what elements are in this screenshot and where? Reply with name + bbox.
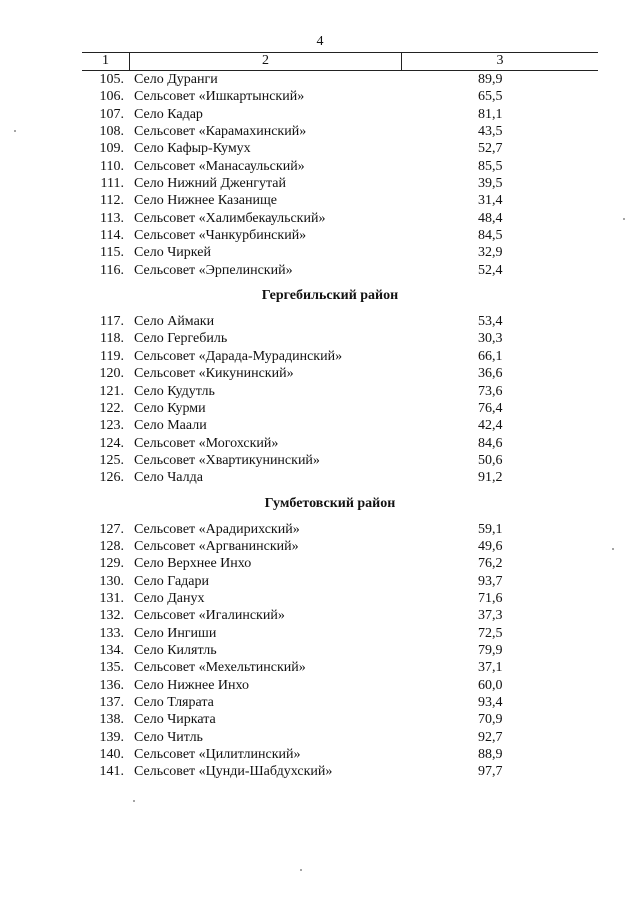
row-value: 49,6 bbox=[478, 538, 503, 554]
table-row bbox=[82, 573, 598, 590]
row-value: 48,4 bbox=[478, 210, 503, 226]
row-value: 50,6 bbox=[478, 452, 503, 468]
settlement-name: Сельсовет «Цунди-Шабдухский» bbox=[134, 764, 333, 780]
table-row bbox=[82, 123, 598, 140]
row-value: 72,5 bbox=[478, 625, 503, 641]
header-col-3: 3 bbox=[496, 53, 504, 68]
table-row bbox=[82, 383, 598, 400]
row-value: 92,7 bbox=[478, 729, 503, 745]
settlement-name: Село Кудутль bbox=[134, 383, 215, 399]
table-row bbox=[82, 210, 598, 227]
table-row bbox=[82, 435, 598, 452]
row-value: 31,4 bbox=[478, 193, 503, 209]
row-value: 52,4 bbox=[478, 262, 503, 278]
table-row bbox=[82, 417, 598, 434]
header-col-2: 2 bbox=[130, 53, 402, 70]
table-row bbox=[82, 677, 598, 694]
settlement-name: Село Гадари bbox=[134, 573, 209, 589]
row-value: 85,5 bbox=[478, 158, 503, 174]
table-row bbox=[82, 244, 598, 261]
settlement-name: Сельсовет «Могохский» bbox=[134, 435, 279, 451]
row-value: 70,9 bbox=[478, 712, 503, 728]
row-number: 124. bbox=[99, 435, 124, 451]
row-number: 111. bbox=[100, 176, 124, 192]
scan-speck bbox=[612, 548, 614, 550]
settlement-name: Село Данух bbox=[134, 590, 205, 606]
section-title-gergebil: Гергебильский район bbox=[261, 288, 399, 304]
row-number: 110. bbox=[100, 158, 124, 174]
row-number: 122. bbox=[99, 400, 124, 416]
settlement-name: Село Маали bbox=[134, 418, 207, 434]
table-row bbox=[82, 88, 598, 105]
row-number: 130. bbox=[99, 573, 124, 589]
settlement-name: Село Верхнее Инхо bbox=[134, 556, 252, 572]
row-value: 93,7 bbox=[478, 573, 503, 589]
row-number: 132. bbox=[99, 608, 124, 624]
settlement-name: Село Чирката bbox=[134, 712, 216, 728]
settlement-name: Сельсовет «Игалинский» bbox=[134, 608, 285, 624]
row-number: 109. bbox=[99, 141, 124, 157]
row-value: 97,7 bbox=[478, 764, 503, 780]
row-value: 65,5 bbox=[478, 89, 503, 105]
row-value: 36,6 bbox=[478, 366, 503, 382]
table-row bbox=[82, 175, 598, 192]
row-value: 39,5 bbox=[478, 176, 503, 192]
row-number: 141. bbox=[99, 764, 124, 780]
settlement-name: Село Курми bbox=[134, 400, 206, 416]
settlement-name: Село Нижний Дженгутай bbox=[134, 176, 286, 192]
data-table bbox=[82, 52, 598, 781]
row-value: 52,7 bbox=[478, 141, 503, 157]
row-value: 93,4 bbox=[478, 695, 503, 710]
row-number: 127. bbox=[99, 521, 124, 537]
row-number: 126. bbox=[99, 470, 124, 486]
row-number: 115. bbox=[100, 245, 124, 261]
table-row bbox=[82, 330, 598, 347]
settlement-name: Сельсовет «Мехельтинский» bbox=[134, 660, 306, 676]
row-value: 71,6 bbox=[478, 590, 503, 606]
table-row bbox=[82, 555, 598, 572]
row-number: 125. bbox=[99, 452, 124, 468]
settlement-name: Село Чалда bbox=[134, 470, 203, 486]
settlement-name: Село Кадар bbox=[134, 106, 203, 122]
row-value: 73,6 bbox=[478, 383, 503, 399]
table-row bbox=[82, 625, 598, 642]
row-value: 81,1 bbox=[478, 106, 503, 122]
table-row bbox=[82, 140, 598, 157]
row-value: 37,1 bbox=[478, 660, 503, 676]
settlement-name: Село Ингиши bbox=[134, 625, 217, 641]
table-row bbox=[82, 313, 598, 330]
row-number: 140. bbox=[99, 747, 124, 763]
row-value: 91,2 bbox=[478, 470, 503, 486]
settlement-name: Село Читль bbox=[134, 729, 203, 745]
settlement-name: Сельсовет «Ишкартынский» bbox=[134, 89, 305, 105]
table-header bbox=[82, 52, 598, 71]
row-value: 89,9 bbox=[478, 72, 503, 87]
settlement-name: Сельсовет «Цилитлинский» bbox=[134, 747, 301, 763]
settlement-name: Село Нижнее Инхо bbox=[134, 677, 249, 693]
row-number: 120. bbox=[99, 366, 124, 382]
row-value: 76,2 bbox=[478, 556, 503, 572]
row-number: 105. bbox=[99, 72, 124, 87]
table-row bbox=[82, 538, 598, 555]
row-number: 138. bbox=[99, 712, 124, 728]
settlement-name: Село Чиркей bbox=[134, 245, 211, 261]
table-row bbox=[82, 729, 598, 746]
settlement-name: Сельсовет «Карамахинский» bbox=[134, 124, 307, 140]
settlement-name: Сельсовет «Манасаульский» bbox=[134, 158, 305, 174]
scan-speck bbox=[300, 869, 302, 871]
settlement-name: Сельсовет «Хвартикунинский» bbox=[134, 452, 320, 468]
row-number: 139. bbox=[99, 729, 124, 745]
settlement-name: Сельсовет «Дарада-Мурадинский» bbox=[134, 348, 343, 364]
section-3-rows bbox=[82, 521, 598, 781]
settlement-name: Село Дуранги bbox=[134, 72, 218, 87]
row-value: 60,0 bbox=[478, 677, 503, 693]
row-number: 136. bbox=[99, 677, 124, 693]
table-row bbox=[82, 694, 598, 711]
settlement-name: Село Кафыр-Кумух bbox=[134, 141, 251, 157]
settlement-name: Село Тлярата bbox=[134, 695, 214, 710]
row-number: 128. bbox=[99, 538, 124, 554]
page-number: 4 bbox=[316, 34, 324, 49]
row-number: 134. bbox=[99, 642, 124, 658]
row-number: 137. bbox=[99, 695, 124, 710]
table-row bbox=[82, 106, 598, 123]
row-value: 43,5 bbox=[478, 124, 503, 140]
settlement-name: Село Аймаки bbox=[134, 314, 215, 330]
row-value: 84,5 bbox=[478, 228, 503, 244]
row-value: 79,9 bbox=[478, 642, 503, 658]
table-row bbox=[82, 262, 598, 279]
row-value: 53,4 bbox=[478, 314, 503, 330]
settlement-name: Сельсовет «Арадирихский» bbox=[134, 521, 300, 537]
row-number: 121. bbox=[99, 383, 124, 399]
row-value: 32,9 bbox=[478, 245, 503, 261]
row-value: 42,4 bbox=[478, 418, 503, 434]
row-value: 30,3 bbox=[478, 331, 503, 347]
table-row bbox=[82, 763, 598, 780]
settlement-name: Сельсовет «Чанкурбинский» bbox=[134, 228, 307, 244]
table-row bbox=[82, 469, 598, 486]
table-row bbox=[82, 521, 598, 538]
row-number: 131. bbox=[99, 590, 124, 606]
table-row bbox=[82, 659, 598, 676]
row-value: 84,6 bbox=[478, 435, 503, 451]
row-number: 133. bbox=[99, 625, 124, 641]
header-col-1: 1 bbox=[82, 53, 130, 70]
row-value: 37,3 bbox=[478, 608, 503, 624]
row-value: 88,9 bbox=[478, 747, 503, 763]
settlement-name: Село Килятль bbox=[134, 642, 217, 658]
row-value: 66,1 bbox=[478, 348, 503, 364]
table-row bbox=[82, 192, 598, 209]
section-1-rows bbox=[82, 71, 598, 279]
table-row bbox=[82, 71, 598, 88]
row-number: 108. bbox=[99, 124, 124, 140]
table-row bbox=[82, 711, 598, 728]
table-row bbox=[82, 746, 598, 763]
table-row bbox=[82, 158, 598, 175]
table-row bbox=[82, 452, 598, 469]
settlement-name: Село Гергебиль bbox=[134, 331, 228, 347]
table-row bbox=[82, 607, 598, 624]
row-number: 135. bbox=[99, 660, 124, 676]
settlement-name: Сельсовет «Халимбекаульский» bbox=[134, 210, 326, 226]
table-row bbox=[82, 365, 598, 382]
scan-speck bbox=[623, 218, 625, 220]
scan-speck bbox=[14, 130, 16, 132]
row-value: 76,4 bbox=[478, 400, 503, 416]
scan-speck bbox=[133, 800, 135, 802]
settlement-name: Сельсовет «Кикунинский» bbox=[134, 366, 294, 382]
section-title-gumbetov: Гумбетовский район bbox=[264, 495, 396, 511]
row-number: 119. bbox=[100, 348, 124, 364]
table-row bbox=[82, 227, 598, 244]
section-2-rows bbox=[82, 313, 598, 486]
row-number: 118. bbox=[100, 331, 124, 347]
row-number: 123. bbox=[99, 418, 124, 434]
row-number: 129. bbox=[99, 556, 124, 572]
row-number: 113. bbox=[100, 210, 124, 226]
table-row bbox=[82, 400, 598, 417]
table-row bbox=[82, 348, 598, 365]
row-number: 114. bbox=[100, 228, 124, 244]
row-number: 117. bbox=[100, 314, 124, 330]
row-number: 112. bbox=[100, 193, 124, 209]
settlement-name: Сельсовет «Аргванинский» bbox=[134, 538, 299, 554]
row-number: 106. bbox=[99, 89, 124, 105]
table-row bbox=[82, 642, 598, 659]
row-value: 59,1 bbox=[478, 521, 503, 537]
table-row bbox=[82, 590, 598, 607]
settlement-name: Сельсовет «Эрпелинский» bbox=[134, 262, 293, 278]
settlement-name: Село Нижнее Казанище bbox=[134, 193, 277, 209]
row-number: 116. bbox=[100, 262, 124, 278]
row-number: 107. bbox=[99, 106, 124, 122]
